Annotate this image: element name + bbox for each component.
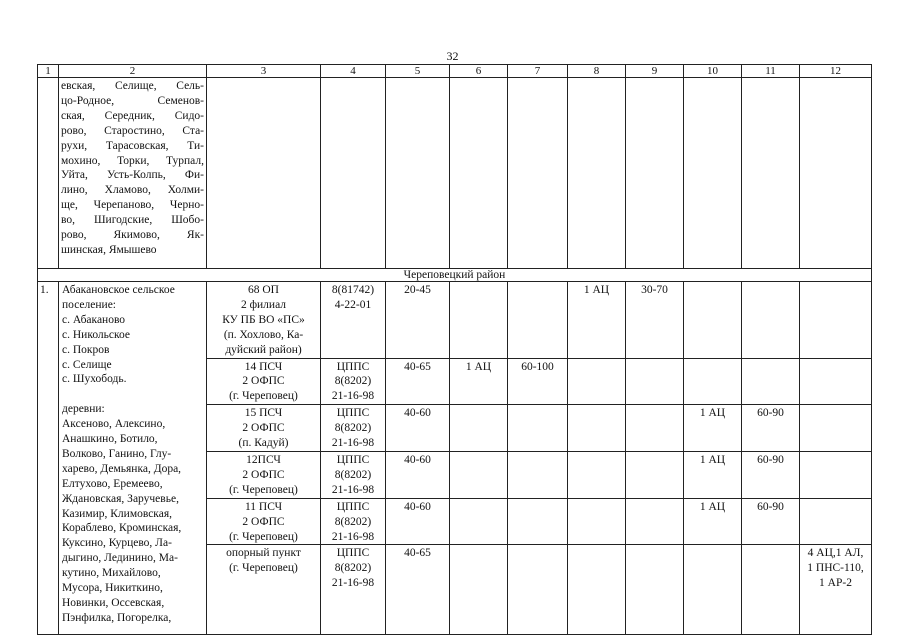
column-header: 5 <box>386 65 450 78</box>
cell-col11 <box>742 358 800 405</box>
cell-col12 <box>800 358 872 405</box>
cell-col6 <box>450 498 508 545</box>
cell-col7 <box>508 545 568 635</box>
district-row <box>38 269 872 282</box>
cell-col8: 1 АЦ <box>568 282 626 359</box>
cell-col10 <box>684 545 742 635</box>
column-header: 7 <box>508 65 568 78</box>
cell-col11: 60-90 <box>742 498 800 545</box>
cell-col10: 1 АЦ <box>684 405 742 452</box>
table-row <box>38 282 872 359</box>
cell-col6 <box>450 451 508 498</box>
cell-col9 <box>626 451 684 498</box>
cell-col9 <box>626 545 684 635</box>
cell-col5: 40-60 <box>386 498 450 545</box>
column-number-row <box>38 65 872 78</box>
column-header: 10 <box>684 65 742 78</box>
unit-cell: 14 ПСЧ 2 ОФПС (г. Череповец) <box>207 358 321 405</box>
cell-col9 <box>626 358 684 405</box>
cell-col7 <box>508 451 568 498</box>
equipment-cell: 4 АЦ,1 АЛ, 1 ПНС-110, 1 АР-2 <box>800 545 872 635</box>
cell-col12 <box>800 498 872 545</box>
district-title: Череповецкий район <box>38 269 872 282</box>
cell-col7 <box>508 405 568 452</box>
cell-col6 <box>450 545 508 635</box>
unit-cell: 68 ОП 2 филиал КУ ПБ ВО «ПС» (п. Хохлово, Ка- дуйский район) <box>207 282 321 359</box>
cell-col12 <box>800 451 872 498</box>
cell-col11: 60-90 <box>742 451 800 498</box>
cell-col9 <box>626 498 684 545</box>
fire-coverage-table <box>37 64 872 635</box>
column-header: 11 <box>742 65 800 78</box>
cell-col8 <box>568 498 626 545</box>
phone-cell: ЦППС 8(8202) 21-16-98 <box>321 545 386 635</box>
phone-cell: ЦППС 8(8202) 21-16-98 <box>321 498 386 545</box>
cell-col7: 60-100 <box>508 358 568 405</box>
continued-row <box>38 78 872 269</box>
column-header: 1 <box>38 65 59 78</box>
cell-col10 <box>684 282 742 359</box>
cell-col10: 1 АЦ <box>684 451 742 498</box>
cell-col9 <box>626 405 684 452</box>
cell-col10 <box>684 358 742 405</box>
cell-col11 <box>742 545 800 635</box>
column-header: 9 <box>626 65 684 78</box>
continued-village-list: евская, Селище, Сель- цо-Родное, Семенов- ская, Середник, Сидо- рово, Старостино, Ста- рухи, Тарасовская, Ти- мохино, Торки, Турпал, Уйта, Усть-Колпь, Фи- лино, Хламово, Холми- ще, Черепаново, Черно- во, Шигодские, Шобо- рово, Якимово, Як- шинская, Ямышево <box>59 78 207 269</box>
column-header: 3 <box>207 65 321 78</box>
phone-cell: ЦППС 8(8202) 21-16-98 <box>321 451 386 498</box>
cell-col8 <box>568 405 626 452</box>
cell-col11: 60-90 <box>742 405 800 452</box>
cell-col5: 40-65 <box>386 545 450 635</box>
unit-cell: 12ПСЧ 2 ОФПС (г. Череповец) <box>207 451 321 498</box>
cell-col6 <box>450 405 508 452</box>
unit-cell: 11 ПСЧ 2 ОФПС (г. Череповец) <box>207 498 321 545</box>
cell-col5: 20-45 <box>386 282 450 359</box>
cell-col6 <box>450 282 508 359</box>
cell-col12 <box>800 282 872 359</box>
page-number: 32 <box>446 49 459 63</box>
cell-col6: 1 АЦ <box>450 358 508 405</box>
cell-col8 <box>568 545 626 635</box>
cell-col10: 1 АЦ <box>684 498 742 545</box>
phone-cell: ЦППС 8(8202) 21-16-98 <box>321 358 386 405</box>
cell-col8 <box>568 451 626 498</box>
cell-col12 <box>800 405 872 452</box>
column-header: 12 <box>800 65 872 78</box>
cell-col5: 40-60 <box>386 405 450 452</box>
phone-cell: 8(81742) 4-22-01 <box>321 282 386 359</box>
entry-number: 1. <box>38 282 59 635</box>
column-header: 2 <box>59 65 207 78</box>
unit-cell: 15 ПСЧ 2 ОФПС (п. Кадуй) <box>207 405 321 452</box>
cell-col7 <box>508 282 568 359</box>
cell-col8 <box>568 358 626 405</box>
phone-cell: ЦППС 8(8202) 21-16-98 <box>321 405 386 452</box>
column-header: 6 <box>450 65 508 78</box>
cell-col7 <box>508 498 568 545</box>
column-header: 8 <box>568 65 626 78</box>
cell-col5: 40-60 <box>386 451 450 498</box>
cell-col5: 40-65 <box>386 358 450 405</box>
cell-col9: 30-70 <box>626 282 684 359</box>
cell-col11 <box>742 282 800 359</box>
column-header: 4 <box>321 65 386 78</box>
settlement-list: Абакановское сельское поселение: с. Абаканово с. Никольское с. Покров с. Селище с. Шухободь. деревни: Аксеново, Алексино, Анашкино, Ботило, Волково, Ганино, Глу- харево, Демьянка, Дора, Елтухово, Еремеево, Ждановская, Заручевье, Казимир, Климовская, Кораблево, Кроминская, Куксино, Курцево, Ла- дыгино, Лединино, Ма- кутино, Михайлово, Мусора, Никиткино, Новинки, Оссевская, Пэнфилка, Погорелка, <box>59 282 207 635</box>
unit-cell: опорный пункт (г. Череповец) <box>207 545 321 635</box>
